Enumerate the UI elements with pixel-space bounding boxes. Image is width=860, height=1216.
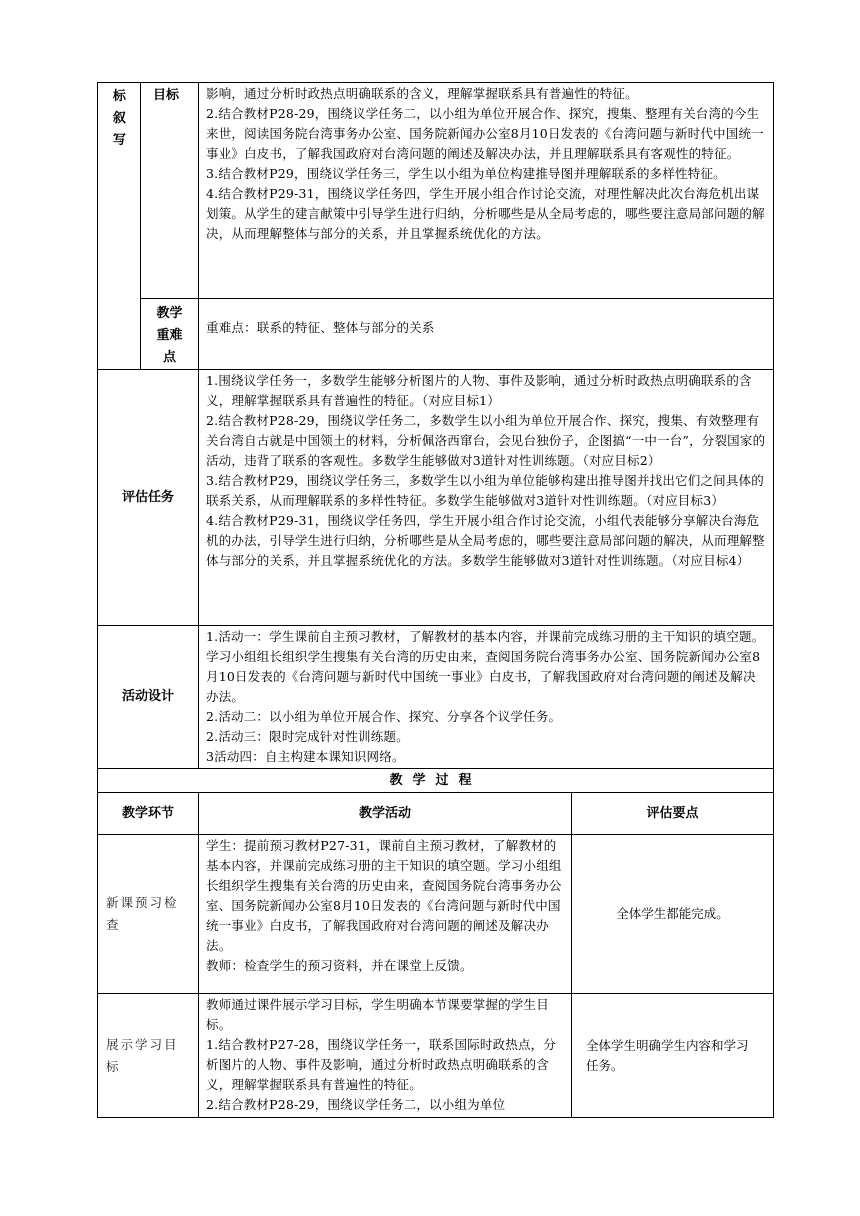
table-row — [98, 835, 774, 994]
stage-label: 展示学习目标 — [106, 1036, 179, 1074]
header-activity-cell — [199, 793, 572, 835]
section-label-cell — [98, 83, 141, 370]
activity-label: 活动设计 — [121, 689, 174, 704]
evaluation-cell — [572, 994, 774, 1118]
evaluation-cell — [572, 835, 774, 994]
evaluation-text-cell — [199, 370, 774, 626]
key-label-cell — [141, 299, 199, 370]
activity-label-cell — [98, 626, 199, 769]
table-row — [98, 994, 774, 1118]
goals-text-cell — [199, 83, 774, 299]
activity-content: 教师通过课件展示学习目标，学生明确本节课要掌握的学生目标。 1.结合教材P27-28，围绕议学任务一，联系国际时政热点，分析图片的人物、事件及影响，通过分析时政热点明确联系的含义，理解掌握联系具有普遍性的特征。 2.结合教材P28-29，围绕议学任务二，以小组为单位 — [206, 997, 557, 1112]
header-evaluation-cell — [572, 793, 774, 835]
key-text-cell — [199, 299, 774, 370]
evaluation-content: 全体学生都能完成。 — [616, 906, 729, 921]
activity-cell — [199, 835, 572, 994]
process-header-row — [98, 793, 774, 835]
stage-cell — [98, 835, 199, 994]
evaluation-label-cell — [98, 370, 199, 626]
activity-text: 1.活动一：学生课前自主预习教材，了解教材的基本内容，并课前完成练习册的主干知识的填空题。学习小组组长组织学生搜集有关台湾的历史由来，查阅国务院台湾事务办公室、国务院新闻办公室8月10日发表的《台湾问题与新时代中国统一事业》白皮书，了解我国政府对台湾问题的阐述及解决办法。 2.活动二：以小组为单位开展合作、探究、分享各个议学任务。 2.活动三：限时完成针对性训练题。 3活动四：自主构建本课知识网络。 — [206, 629, 765, 764]
lesson-plan-table — [97, 82, 774, 1118]
evaluation-content: 全体学生明确学生内容和学习任务。 — [586, 1037, 749, 1073]
key-points-row — [98, 299, 774, 370]
process-title: 教学过程 — [389, 772, 482, 788]
process-title-cell — [98, 769, 774, 793]
header-evaluation: 评估要点 — [646, 805, 699, 821]
evaluation-text: 1.围绕议学任务一，多数学生能够分析图片的人物、事件及影响，通过分析时政热点明确联系的含义，理解掌握联系具有普遍性的特征。（对应目标1） 2.结合教材P28-29，围绕议学任务二，多数学生以小组为单位开展合作、探究，搜集、有效整理有关台湾自古就是中国领土的材料，分析佩洛西窜台，会见台独份子，企图搞“一中一台”，分裂国家的活动，违背了联系的客观性。多数学生能够做对3道针对性训练题。（对应目标2） 3.结合教材P29，围绕议学任务三，多数学生以小组为单位能够构建出推导图并找出它们之间具体的联系关系，从而理解联系的多样性特征。多数学生能够做对3道针对性训练题。（对应目标3） 4.结合教材P29-31，围绕议学任务四，学生开展小组合作讨论交流，小组代表能够分享解决台海危机的办法，引导学生进行归纳，分析哪些是从全局考虑的，哪些要注意局部问题的解决，从而理解整体与部分的关系，并且掌握系统优化的方法。多数学生能够做对3道针对性训练题。（对应目标4） — [206, 373, 766, 568]
evaluation-row — [98, 370, 774, 626]
header-stage: 教学环节 — [121, 805, 174, 821]
lesson-plan-page — [97, 82, 773, 1118]
key-points-label: 教学 重难 点 — [156, 306, 183, 365]
goals-label-cell — [141, 83, 199, 299]
section-label: 标 叙 写 — [112, 89, 127, 148]
activity-cell — [199, 994, 572, 1118]
key-points-text: 重难点：联系的特征、整体与部分的关系 — [206, 319, 435, 335]
header-stage-cell — [98, 793, 199, 835]
goals-label: 目标 — [153, 88, 180, 103]
activity-text-cell — [199, 626, 774, 769]
goals-row — [98, 83, 774, 299]
header-activity: 教学活动 — [358, 805, 411, 821]
process-title-row — [98, 769, 774, 793]
stage-label: 新课预习检查 — [106, 895, 179, 932]
activity-row — [98, 626, 774, 769]
evaluation-label: 评估任务 — [121, 489, 174, 505]
goals-text: 影响，通过分析时政热点明确联系的含义，理解掌握联系具有普遍性的特征。 2.结合教材P28-29，围绕议学任务二，以小组为单位开展合作、探究，搜集、整理有关台湾的今生来世，阅读国务院台湾事务办公室、国务院新闻办公室8月10日发表的《台湾问题与新时代中国统一事业》白皮书，了解我国政府对台湾问题的阐述及解决办法，并且理解联系具有客观性的特征。 3.结合教材P29，围绕议学任务三，学生以小组为单位构建推导图并理解联系的多样性特征。 4.结合教材P29-31，围绕议学任务四，学生开展小组合作讨论交流，对理性解决此次台海危机出谋划策。从学生的建言献策中引导学生进行归纳，分析哪些是从全局考虑的，哪些要注意局部问题的解决，从而理解整体与部分的关系，并且掌握系统优化的方法。 — [206, 86, 765, 241]
stage-cell — [98, 994, 199, 1118]
activity-content: 学生：提前预习教材P27-31，课前自主预习教材，了解教材的基本内容，并课前完成练习册的主干知识的填空题。学习小组组长组织学生搜集有关台湾的历史由来，查阅国务院台湾事务办公室、国务院新闻办公室8月10日发表的《台湾问题与新时代中国统一事业》白皮书，了解我国政府对台湾问题的阐述及解决办法。 教师：检查学生的预习资料，并在课堂上反馈。 — [206, 838, 562, 973]
